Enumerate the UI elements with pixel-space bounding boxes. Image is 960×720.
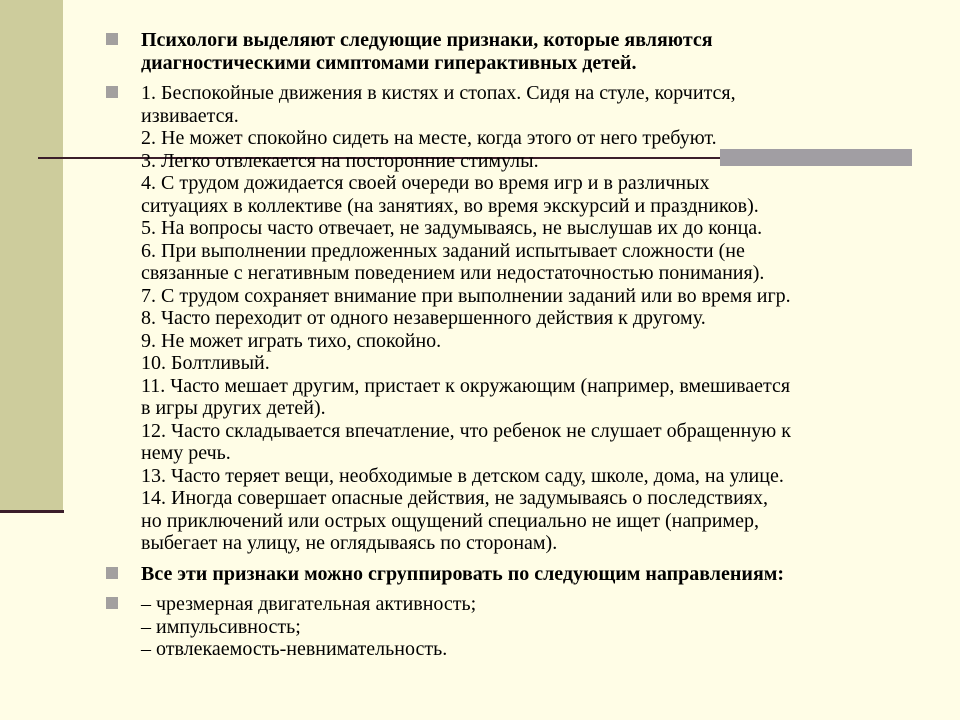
bullet-text-line: – чрезмерная двигательная активность; xyxy=(141,593,477,615)
bullet-text-line: – отвлекаемость-невнимательность. xyxy=(141,638,448,660)
bullet-text-line: 1. Беспокойные движения в кистях и стопах. Сидя на стуле, корчится, xyxy=(141,82,736,104)
bullet-text-line: 5. На вопросы часто отвечает, не задумываясь, не выслушав их до конца. xyxy=(141,217,763,239)
square-bullet-icon xyxy=(106,33,118,45)
bullet-text-line: ситуациях в коллективе (на занятиях, во время экскурсий и праздников). xyxy=(141,194,759,217)
bullet-text-line: 4. С трудом дожидается своей очереди во время игр и в различных xyxy=(141,172,710,194)
left-decorative-bar xyxy=(0,0,63,512)
bullet-text-line: Все эти признаки можно сгруппировать по следующим направлениям: xyxy=(141,562,785,585)
bullet-text-line: 6. При выполнении предложенных заданий испытывает сложности (не xyxy=(141,239,745,262)
bullet-text-line: 12. Часто складывается впечатление, что ребенок не слушает обращенную к xyxy=(141,419,791,442)
slide-content xyxy=(104,29,934,661)
bullet-text-line: 14. Иногда совершает опасные действия, не задумываясь о последствиях, xyxy=(141,487,769,509)
bullet-text-line: выбегает на улицу, не оглядываясь по сторонам). xyxy=(141,532,558,554)
bullet-text-line: 9. Не может играть тихо, спокойно. xyxy=(141,329,442,352)
bullet-text-line: нему речь. xyxy=(141,442,231,464)
bullet-text-line: 11. Часто мешает другим, пристает к окружающим (например, вмешивается xyxy=(141,374,791,397)
square-bullet-icon xyxy=(106,86,118,98)
bullet-item xyxy=(104,593,934,661)
bullet-text-line: извивается. xyxy=(141,104,239,127)
bullet-text-line: 2. Не может спокойно сидеть на месте, когда этого от него требуют. xyxy=(141,127,717,149)
bullet-item xyxy=(104,563,934,586)
left-bar-underline xyxy=(0,510,64,513)
bullet-text-line: 3. Легко отвлекается на посторонние стимулы. xyxy=(141,149,539,172)
bullet-text-line: в игры других детей). xyxy=(141,397,326,419)
bullet-text-line: но приключений или острых ощущений специально не ищет (например, xyxy=(141,509,759,532)
square-bullet-icon xyxy=(106,597,118,609)
bullet-text-line: 13. Часто теряет вещи, необходимые в детском саду, школе, дома, на улице. xyxy=(141,464,784,487)
bullet-item xyxy=(104,82,934,555)
bullet-text-line: связанные с негативным поведением или недостаточностью понимания). xyxy=(141,262,765,284)
bullet-text-line: 8. Часто переходит от одного незавершенного действия к другому. xyxy=(141,307,706,329)
bullet-item xyxy=(104,29,934,74)
bullet-text-line: Психологи выделяют следующие признаки, которые являются xyxy=(141,29,713,51)
bullet-text-line: диагностическими симптомами гиперактивных детей. xyxy=(141,51,637,74)
square-bullet-icon xyxy=(106,567,118,579)
bullet-text-line: – импульсивность; xyxy=(141,615,301,638)
bullet-text-line: 7. С трудом сохраняет внимание при выполнении заданий или во время игр. xyxy=(141,284,791,307)
bullet-text-line: 10. Болтливый. xyxy=(141,352,270,374)
